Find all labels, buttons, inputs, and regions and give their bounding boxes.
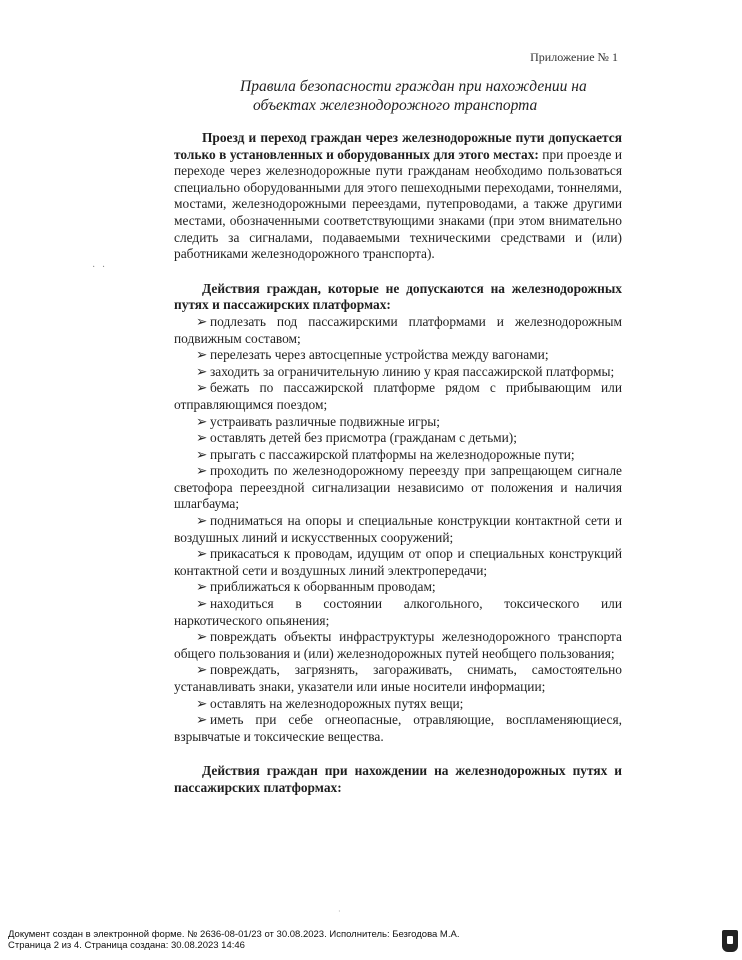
list-item-text: прыгать с пассажирской платформы на железнодорожные пути;	[210, 446, 575, 462]
list-item	[174, 347, 622, 364]
footer-line-2: Страница 2 из 4. Страница создана: 30.08.2023 14:46	[8, 940, 245, 951]
list-item	[174, 414, 622, 431]
list-item-text: устраивать различные подвижные игры;	[210, 413, 441, 429]
bullet-arrow-icon: ➢	[196, 513, 208, 529]
bullet-arrow-icon: ➢	[196, 380, 208, 396]
bullet-arrow-icon: ➢	[196, 347, 208, 363]
bullet-arrow-icon: ➢	[196, 313, 208, 329]
list-item-text: подниматься на опоры и специальные конструкции контактной сети и воздушных линий и искусственных сооружений;	[174, 513, 622, 545]
title-line-2: объектах железнодорожного транспорта	[253, 97, 538, 114]
list-item-text: иметь при себе огнеопасные, отравляющие, воспламеняющиеся, взрывчатые и токсические вещества.	[174, 712, 622, 744]
document-body	[174, 130, 622, 797]
bullet-arrow-icon: ➢	[196, 546, 208, 562]
title-line-1: Правила безопасности граждан при нахождении на	[240, 78, 587, 95]
list-item-text: приближаться к оборванным проводам;	[210, 579, 436, 595]
list-item-text: заходить за ограничительную линию у края пассажирской платформы;	[210, 363, 615, 379]
list-item-text: проходить по железнодорожному переезду при запрещающем сигнале светофора переездной сигнализации независимо от положения и наличия шлагбаума;	[174, 463, 622, 512]
list-item	[174, 662, 622, 695]
section1-heading: Действия граждан, которые не допускаются на железнодорожных путях и пассажирских платформах:	[174, 280, 622, 313]
bullet-arrow-icon: ➢	[196, 463, 208, 479]
bullet-arrow-icon: ➢	[196, 363, 208, 379]
list-item	[174, 463, 622, 513]
list-item	[174, 596, 622, 629]
list-item-text: находиться в состоянии алкогольного, токсического или наркотического опьянения;	[174, 596, 622, 628]
footer	[8, 929, 728, 951]
footer-line-1: Документ создан в электронной форме. № 2636-08-01/23 от 30.08.2023. Исполнитель: Безгодова М.А.	[8, 929, 460, 940]
bullet-arrow-icon: ➢	[196, 695, 208, 711]
bullet-arrow-icon: ➢	[196, 629, 208, 645]
intro-text: при проезде и переходе через железнодорожные пути гражданам необходимо пользоваться специально оборудованными для этого пешеходными переходами, тоннелями, мостами, железнодорожными переездами, путепроводами, а также другими местами, обозначенными соответствующими знаками (при этом внимательно следить за сигналами, подаваемыми техническими средствами и (или) работниками железнодорожного транспорта).	[174, 146, 622, 262]
list-item	[174, 629, 622, 662]
list-item	[174, 364, 622, 381]
list-item	[174, 314, 622, 347]
list-item	[174, 430, 622, 447]
section2-heading: Действия граждан при нахождении на железнодорожных путях и пассажирских платформах:	[174, 763, 622, 795]
scan-specks: · ·	[92, 262, 108, 273]
list-item-text: перелезать через автосцепные устройства между вагонами;	[210, 347, 549, 363]
bullet-arrow-icon: ➢	[196, 579, 208, 595]
bullet-arrow-icon: ➢	[196, 446, 208, 462]
document-title	[150, 77, 650, 115]
list-item-text: оставлять детей без присмотра (гражданам с детьми);	[210, 430, 517, 446]
bullet-arrow-icon: ➢	[196, 413, 208, 429]
list-item	[174, 546, 622, 579]
bullet-arrow-icon: ➢	[196, 430, 208, 446]
list-item-text: повреждать, загрязнять, загораживать, снимать, самостоятельно устанавливать знаки, указатели или иные носители информации;	[174, 662, 622, 694]
list-item	[174, 380, 622, 413]
intro-bold: Проезд и переход граждан через железнодорожные пути допускается только в установленных и оборудованных для этого местах:	[174, 130, 622, 162]
list-item-text: прикасаться к проводам, идущим от опор и специальных конструкций контактной сети и воздушных линий электропередачи;	[174, 546, 622, 578]
list-item-text: бежать по пассажирской платформе рядом с прибывающим или отправляющимся поездом;	[174, 380, 622, 412]
list-item	[174, 579, 622, 596]
list-item-text: подлезать под пассажирскими платформами и железнодорожным подвижным составом;	[174, 313, 622, 346]
list-item	[174, 696, 622, 713]
scan-mark: ·	[338, 907, 341, 916]
intro-paragraph	[174, 130, 622, 263]
bullet-arrow-icon: ➢	[196, 596, 208, 612]
list-item-text: оставлять на железнодорожных путях вещи;	[210, 695, 464, 711]
list-item-text: повреждать объекты инфраструктуры железнодорожного транспорта общего пользования и (или) железнодорожных путей необщего пользования;	[174, 629, 622, 661]
bullet-arrow-icon: ➢	[196, 662, 208, 678]
list-item	[174, 513, 622, 546]
list-item	[174, 712, 622, 745]
prohibited-actions-list	[174, 314, 622, 745]
appendix-label: Приложение № 1	[530, 50, 618, 64]
list-item	[174, 447, 622, 464]
coat-of-arms-icon	[722, 930, 738, 952]
bullet-arrow-icon: ➢	[196, 712, 208, 728]
